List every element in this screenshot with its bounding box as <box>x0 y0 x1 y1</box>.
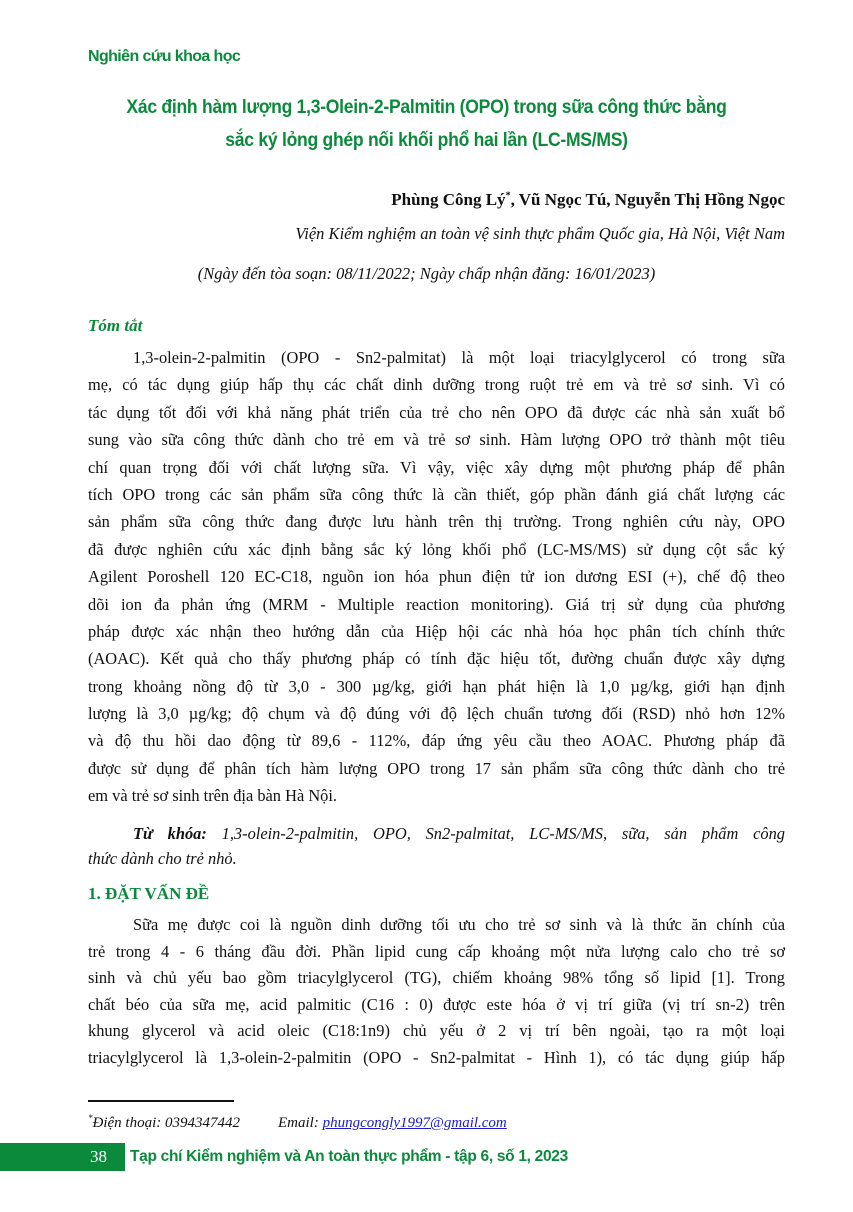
affiliation: Viện Kiểm nghiệm an toàn vệ sinh thực phẩm Quốc gia, Hà Nội, Việt Nam <box>295 224 785 243</box>
text-line: triacylglycerol là 1,3-olein-2-palmitin (OPO - Sn2-palmitat - Hình 1), có tác dụng giúp hấp <box>88 1047 785 1067</box>
text-line: tác dụng tốt đối với khả năng phát triển của trẻ cho nên OPO đã được các nhà sản xuất bổ <box>88 402 785 422</box>
author-mark: * <box>505 190 511 202</box>
text-line: được sử dụng để phân tích hàm lượng OPO trong 17 sản phẩm sữa công thức dành cho trẻ <box>88 758 785 778</box>
author-rest: , Vũ Ngọc Tú, Nguyễn Thị Hồng Ngọc <box>510 190 785 209</box>
journal-name: Tạp chí Kiểm nghiệm và An toàn thực phẩm - tập 6, số 1, 2023 <box>130 1148 568 1165</box>
text-line: pháp được xác nhận theo hướng dẫn của Hiệp hội các nhà hóa học phân tích chính thức <box>88 621 785 641</box>
text-line: em và trẻ sơ sinh trên địa bàn Hà Nội. <box>88 786 337 806</box>
footnote-email-label: Email: <box>278 1115 323 1131</box>
abstract-heading: Tóm tắt <box>88 316 143 335</box>
title-line-2: sắc ký lỏng ghép nối khối phổ hai lần (LC-MS/MS) <box>225 129 628 151</box>
title-line-1: Xác định hàm lượng 1,3-Olein-2-Palmitin (OPO) trong sữa công thức bằng <box>126 96 727 118</box>
footnote <box>88 1113 507 1132</box>
text-line: Agilent Poroshell 120 EC-C18, nguồn ion hóa phun điện tử ion dương ESI (+), chế độ theo <box>88 567 785 587</box>
text-line: trẻ trong 4 - 6 tháng đầu đời. Phần lipid cung cấp khoảng một nửa lượng calo cho trẻ sơ <box>88 941 785 961</box>
author-main: Phùng Công Lý <box>391 190 506 209</box>
text-line: 1,3-olein-2-palmitin (OPO - Sn2-palmitat) là một loại triacylglycerol có trong sữa <box>133 348 785 367</box>
footnote-rule <box>88 1100 234 1102</box>
text-line: trong khoảng nồng độ từ 3,0 - 300 µg/kg, giới hạn phát hiện là 1,0 µg/kg, giới hạn định <box>88 676 785 696</box>
text-line: sung vào sữa công thức dành cho trẻ em và trẻ sơ sinh. Hàm lượng OPO trở thành một tiêu <box>88 430 785 450</box>
text-line: sản phẩm sữa công thức đang được lưu hành trên thị trường. Trong nghiên cứu này, OPO <box>88 512 785 532</box>
text-line: khung glycerol và acid oleic (C18:1n9) chủ yếu ở 2 vị trí bên ngoài, tạo ra một loại <box>88 1021 785 1041</box>
text-line: và độ thu hồi dao động từ 89,6 - 112%, đáp ứng yêu cầu theo AOAC. Phương pháp đã <box>88 731 785 751</box>
text-line: dõi ion đa phản ứng (MRM - Multiple reaction monitoring). Giá trị sử dụng của phương <box>88 594 785 614</box>
keywords <box>88 820 785 871</box>
text-line: tích OPO trong các sản phẩm sữa công thức là cần thiết, góp phần đánh giá chất lượng các <box>88 484 785 504</box>
footnote-phone: Điện thoại: 0394347442 <box>92 1115 240 1131</box>
text-line: lượng là 3,0 µg/kg; độ chụm và độ đúng với độ lệch chuẩn tương đối (RSD) nhỏ hơn 12% <box>88 704 785 724</box>
text-line: mẹ, có tác dụng giúp hấp thụ các chất dinh dưỡng trong ruột trẻ em và trẻ sơ sinh. Vì có <box>88 375 785 395</box>
page-number: 38 <box>90 1147 107 1166</box>
text-line: sinh và chủ yếu bao gồm triacylglycerol (TG), chiếm khoảng 98% tổng số lipid [1]. Trong <box>88 968 785 988</box>
abstract-body <box>88 344 785 810</box>
text-line: (AOAC). Kết quả cho thấy phương pháp có tính đặc hiệu tốt, đường chuẩn được xây dựng <box>88 649 785 669</box>
section-1-body <box>88 912 785 1072</box>
authors <box>391 190 785 210</box>
dates: (Ngày đến tòa soạn: 08/11/2022; Ngày chấp nhận đăng: 16/01/2023) <box>197 264 656 283</box>
section-1-heading: 1. ĐẶT VẤN ĐỀ <box>88 884 210 903</box>
keywords-label: Từ khóa: <box>133 824 207 843</box>
text-line: đã được nghiên cứu xác định bằng sắc ký lỏng khối phổ (LC-MS/MS) sử dụng cột sắc ký <box>88 539 785 559</box>
email-link[interactable]: phungcongly1997@gmail.com <box>322 1115 507 1131</box>
keywords-line: thức dành cho trẻ nhỏ. <box>88 849 237 869</box>
text-line: chất béo của sữa mẹ, acid palmitic (C16 : 0) được este hóa ở vị trí giữa (vị trí sn-2) trên <box>88 994 785 1014</box>
footnote-mark: * <box>88 1113 93 1123</box>
text-line: Sữa mẹ được coi là nguồn dinh dưỡng tối ưu cho trẻ sơ sinh và là thức ăn chính của <box>133 915 785 934</box>
text-line: chí quan trọng đối với chất lượng sữa. Vì vậy, việc xây dựng một phương pháp để phân <box>88 457 785 477</box>
keywords-text: 1,3-olein-2-palmitin, OPO, Sn2-palmitat, LC-MS/MS, sữa, sản phẩm công <box>206 824 785 843</box>
keywords-line <box>88 820 785 847</box>
section-tag: Nghiên cứu khoa học <box>88 48 241 65</box>
